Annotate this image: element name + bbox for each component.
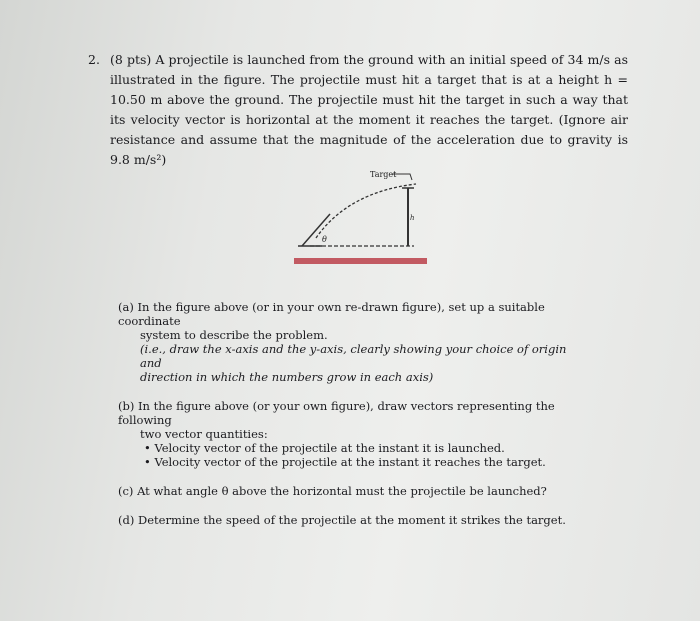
angle-label: θ — [322, 235, 327, 244]
part-c-line1: (c) At what angle θ above the horizontal must the projectile be launched? — [118, 484, 547, 498]
height-label: h — [410, 214, 415, 222]
part-b — [118, 399, 588, 469]
part-a-line4: direction in which the numbers grow in each axis) — [140, 370, 434, 384]
ground-bar — [294, 258, 427, 264]
part-b-line2: two vector quantities: — [140, 427, 268, 441]
part-a-line1: (a) In the figure above (or in your own re-drawn figure), set up a suitable coordinate — [118, 300, 545, 328]
problem-number: 2. — [88, 52, 100, 67]
part-b-bullet1: • Velocity vector of the projectile at the instant it is launched. — [144, 441, 505, 455]
trajectory-curve — [316, 184, 416, 238]
part-a-line2: system to describe the problem. — [140, 328, 328, 342]
part-b-line1: (b) In the figure above (or your own figure), draw vectors representing the following — [118, 399, 555, 427]
projectile-figure — [288, 162, 438, 272]
part-d-line1: (d) Determine the speed of the projectile at the moment it strikes the target. — [118, 513, 566, 527]
problem-text: (8 pts) A projectile is launched from the ground with an initial speed of 34 m/s as illustrated in the figure. The projectile must hit a target that is at a height h = 10.50 m above the ground. The projectile must hit the target in such a way that its velocity vector is horizontal at the moment it reaches the target. (Ignore air resistance and assume that the magnitude of the acceleration due to gravity is 9.8 m/s²) — [110, 52, 628, 167]
problem-statement — [88, 50, 628, 170]
part-d — [118, 513, 588, 527]
part-c — [118, 484, 588, 498]
target-label: Target — [370, 170, 397, 179]
question-parts — [118, 300, 588, 542]
part-b-bullet2: • Velocity vector of the projectile at the instant it reaches the target. — [144, 455, 546, 469]
part-a — [118, 300, 588, 384]
part-a-line3: (i.e., draw the x-axis and the y-axis, clearly showing your choice of origin and — [140, 342, 567, 370]
